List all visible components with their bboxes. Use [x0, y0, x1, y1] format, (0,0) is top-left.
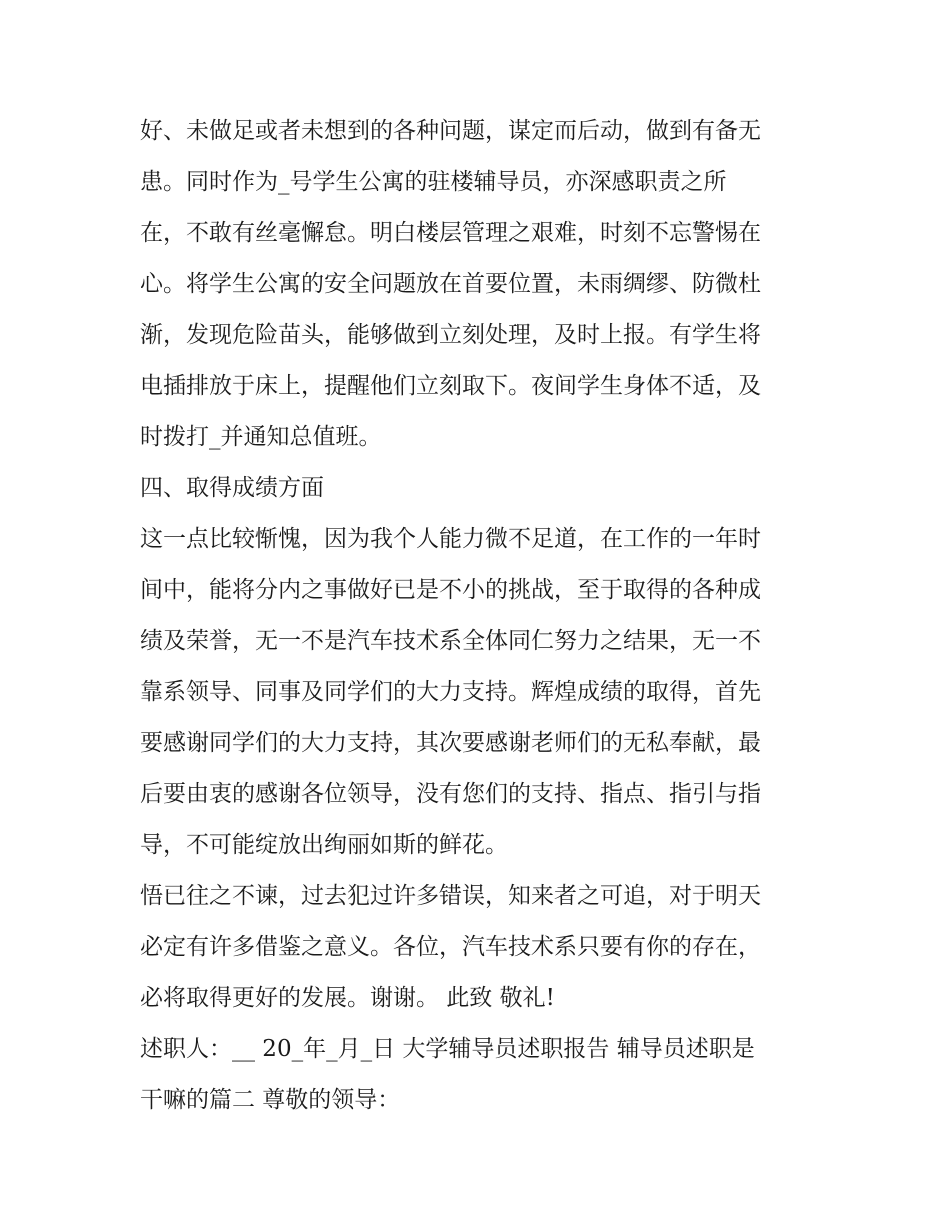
text-line: 干嘛的篇二 尊敬的领导： [140, 1087, 401, 1113]
text-line: 间中，能将分内之事做好已是不小的挑战，至于取得的各种成 [140, 577, 761, 603]
text-line: 这一点比较惭愧，因为我个人能力微不足道，在工作的一年时 [140, 526, 761, 552]
text-line: 悟已往之不谏，过去犯过许多错误，知来者之可追，对于明天 [140, 883, 761, 909]
text-line: 导，不可能绽放出绚丽如斯的鲜花。 [140, 832, 508, 858]
document-body [140, 106, 820, 1126]
text-line: 时拨打_并通知总值班。 [140, 424, 382, 450]
text-line: 电插排放于床上，提醒他们立刻取下。夜间学生身体不适，及 [140, 373, 761, 399]
text-line: 要感谢同学们的大力支持，其次要感谢老师们的无私奉献，最 [140, 730, 761, 756]
text-line: 在，不敢有丝毫懈怠。明白楼层管理之艰难，时刻不忘警惕在 [140, 220, 761, 246]
section-heading: 四、取得成绩方面 [140, 475, 324, 501]
text-line: 必定有许多借鉴之意义。各位，汽车技术系只要有你的存在， [140, 934, 761, 960]
text-line: 靠系领导、同事及同学们的大力支持。辉煌成绩的取得，首先 [140, 679, 761, 705]
text-line: 心。将学生公寓的安全问题放在首要位置，未雨绸缪、防微杜 [140, 271, 761, 297]
text-line: 绩及荣誉，无一不是汽车技术系全体同仁努力之结果，无一不 [140, 628, 761, 654]
text-line: 后要由衷的感谢各位领导，没有您们的支持、指点、指引与指 [140, 781, 761, 807]
text-line: 渐，发现危险苗头，能够做到立刻处理，及时上报。有学生将 [140, 322, 761, 348]
text-line: 患。同时作为_号学生公寓的驻楼辅导员，亦深感职责之所 [140, 169, 727, 195]
text-line: 必将取得更好的发展。谢谢。 此致 敬礼! [140, 985, 555, 1011]
text-line: 好、未做足或者未想到的各种问题，谋定而后动，做到有备无 [140, 118, 761, 144]
text-line: 述职人：__ 20_年_月_日 大学辅导员述职报告 辅导员述职是 [140, 1036, 755, 1062]
